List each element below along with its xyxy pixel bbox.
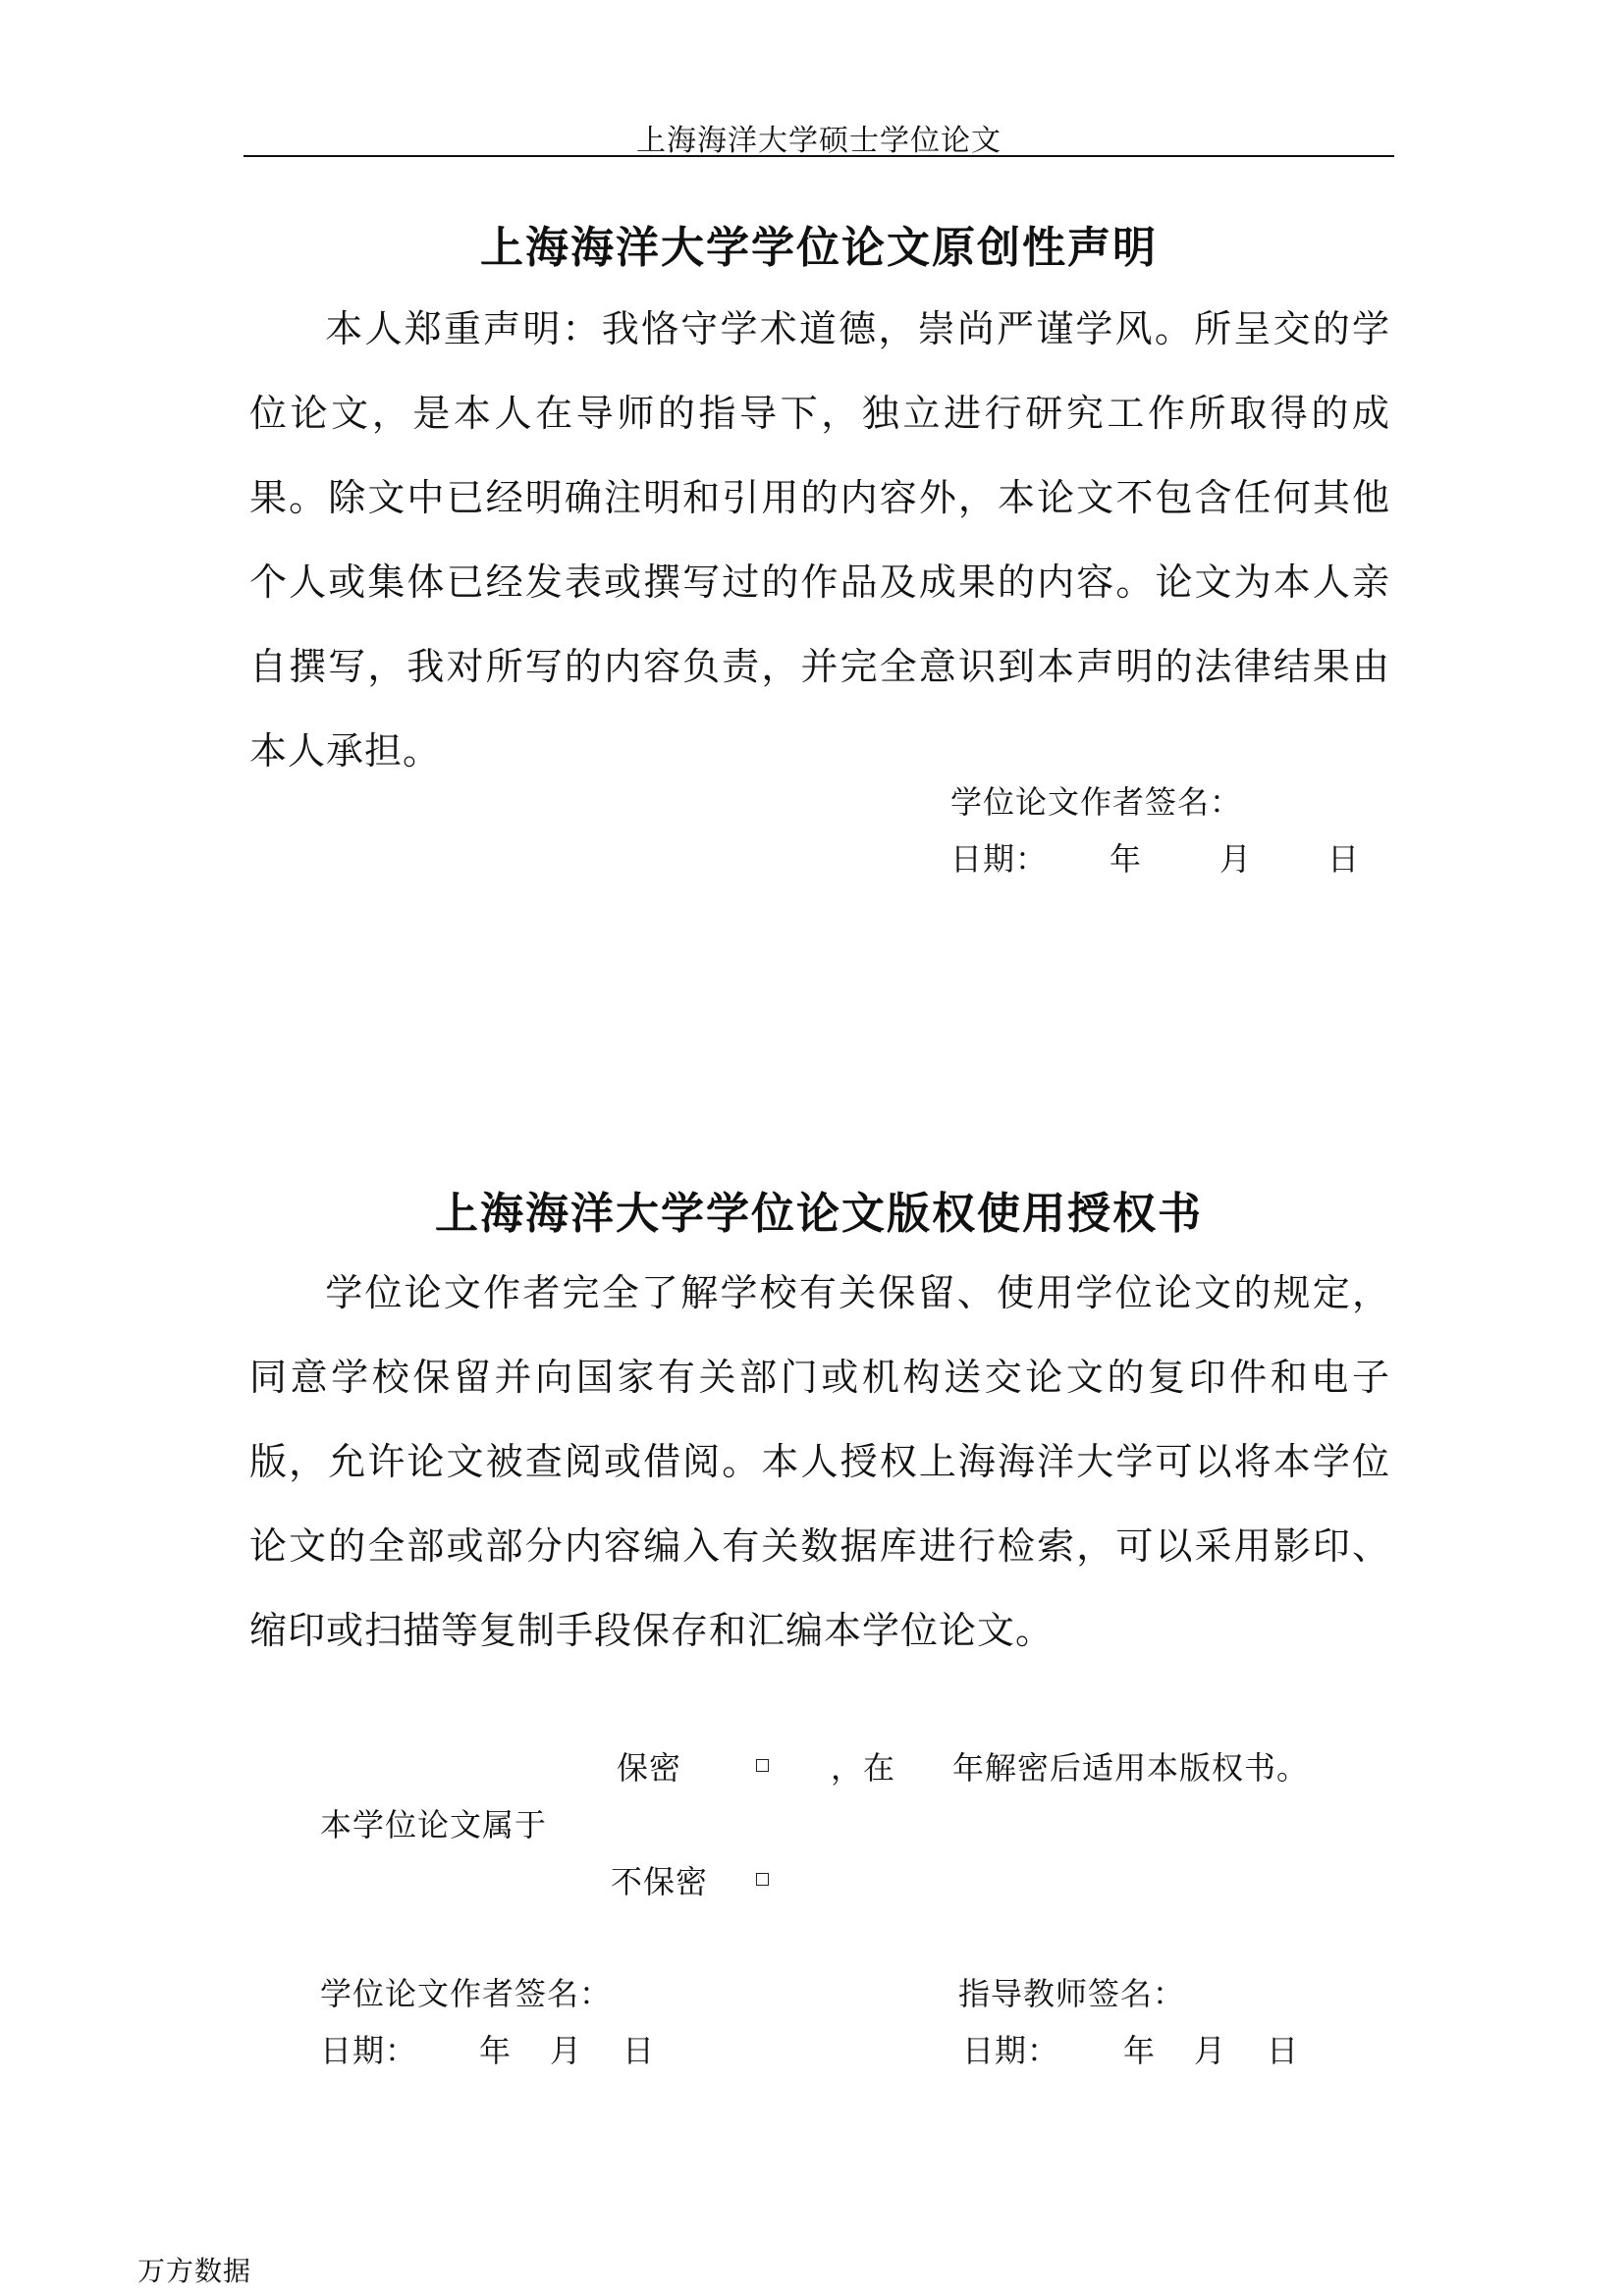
authorization-body bbox=[249, 1251, 1390, 1673]
secret-checkbox[interactable] bbox=[756, 1757, 769, 1776]
authorization-title: 上海海洋大学学位论文版权使用授权书 bbox=[435, 1189, 1203, 1239]
not-secret-checkbox[interactable] bbox=[756, 1871, 769, 1890]
declaration-month: 月 bbox=[1219, 840, 1253, 878]
running-header: 上海海洋大学硕士学位论文 bbox=[636, 124, 1001, 158]
not-secret-label: 不保密 bbox=[611, 1863, 709, 1900]
advisor-date-year: 年 bbox=[1123, 2032, 1157, 2069]
declaration-date-label: 日期： bbox=[950, 840, 1049, 878]
declaration-body-text: 本人郑重声明：我恪守学术道德，崇尚严谨学风。所呈交的学位论文，是本人在导师的指导下，独立进行研究工作所取得的成果。除文中已经明确注明和引用的内容外，本论文不包含任何其他个人或集体已经发表或撰写过的作品及成果的内容。论文为本人亲自撰写，我对所写的内容负责，并完全意识到本声明的法律结果由本人承担。 bbox=[249, 307, 1390, 773]
author-signature-label: 学位论文作者签名： bbox=[320, 1975, 613, 2012]
author-date-month: 月 bbox=[550, 2032, 583, 2069]
declaration-year: 年 bbox=[1110, 840, 1143, 878]
advisor-date-label: 日期： bbox=[962, 2032, 1060, 2069]
author-date-day: 日 bbox=[623, 2032, 656, 2069]
author-date-label: 日期： bbox=[320, 2032, 418, 2069]
declaration-title: 上海海洋大学学位论文原创性声明 bbox=[480, 223, 1158, 273]
header-rule bbox=[244, 155, 1394, 157]
advisor-signature-label: 指导教师签名： bbox=[958, 1975, 1186, 2012]
advisor-date-month: 月 bbox=[1194, 2032, 1227, 2069]
secret-suffix-text: 年解密后适用本版权书。 bbox=[952, 1749, 1310, 1787]
footer-watermark: 万方数据 bbox=[137, 2255, 252, 2287]
authorization-body-text: 学位论文作者完全了解学校有关保留、使用学位论文的规定，同意学校保留并向国家有关部门或机构送交论文的复印件和电子版，允许论文被查阅或借阅。本人授权上海海洋大学可以将本学位论文的全部或部分内容编入有关数据库进行检索，可以采用影印、缩印或扫描等复制手段保存和汇编本学位论文。 bbox=[249, 1271, 1390, 1652]
declaration-body bbox=[249, 287, 1390, 793]
author-date-year: 年 bbox=[479, 2032, 513, 2069]
advisor-date-day: 日 bbox=[1267, 2032, 1300, 2069]
declaration-signature-label: 学位论文作者签名： bbox=[950, 783, 1243, 821]
secret-label: 保密 bbox=[617, 1749, 682, 1787]
belongs-label: 本学位论文属于 bbox=[320, 1806, 548, 1843]
secret-comma-text: ，在 bbox=[831, 1749, 896, 1787]
declaration-day: 日 bbox=[1327, 840, 1361, 878]
